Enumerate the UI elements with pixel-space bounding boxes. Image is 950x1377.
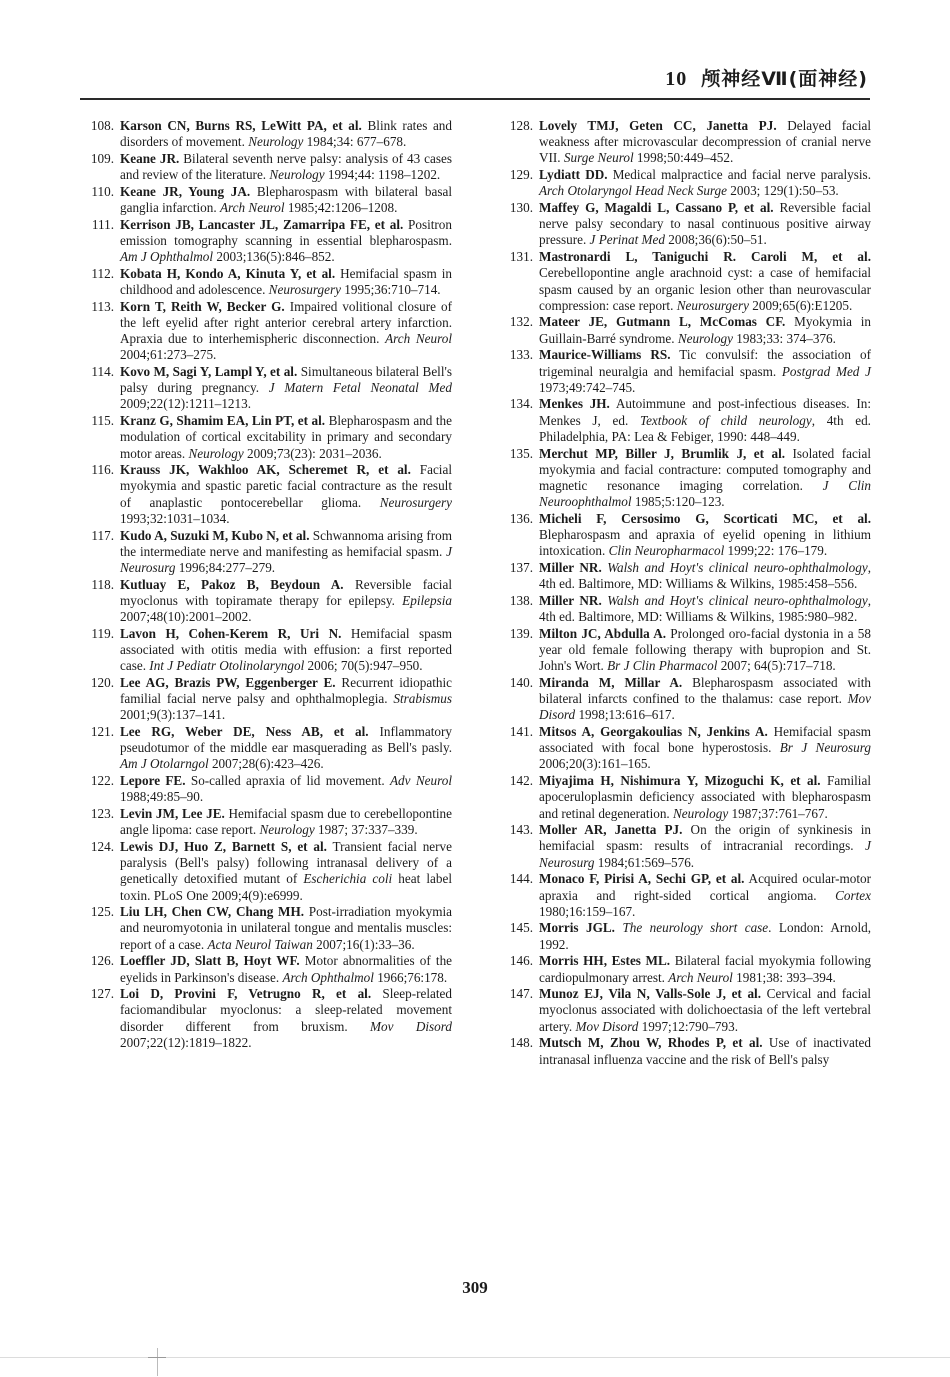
reference-journal: Neurology <box>673 805 729 821</box>
reference-title: Blink rates and disorders of movement. <box>120 118 452 150</box>
reference-journal: Epilepsia <box>402 592 452 608</box>
reference-entry <box>499 593 871 625</box>
reference-entry <box>80 904 452 953</box>
reference-entry <box>80 986 452 1051</box>
reference-journal: Cortex <box>835 887 871 903</box>
reference-journal: Neurology <box>248 134 304 150</box>
reference-number: 114. <box>91 364 114 380</box>
reference-text <box>120 299 452 364</box>
reference-text <box>120 151 452 183</box>
reference-title: Familial apoceruloplasmin deficiency associated with blepharospasm and retinal degeneration. <box>539 773 871 821</box>
reference-authors: Moller AR, Janetta PJ. <box>539 822 683 838</box>
reference-text <box>120 773 452 805</box>
reference-text <box>539 347 871 396</box>
reference-entry <box>80 462 452 527</box>
reference-journal: Arch Neurol <box>385 331 452 347</box>
reference-entry <box>499 920 871 952</box>
reference-journal: Surge Neurol <box>563 150 634 166</box>
reference-entry <box>80 118 452 150</box>
reference-number: 117. <box>91 527 114 543</box>
reference-title: Use of inactivated intranasal influenza vaccine and the risk of Bell's palsy <box>539 1035 871 1067</box>
reference-title: Medical malpractice and facial nerve paralysis. <box>607 167 871 183</box>
reference-text <box>539 249 871 314</box>
reference-entry <box>499 314 871 346</box>
reference-entry <box>80 528 452 577</box>
chapter-title: 颅神经Ⅶ(面神经) <box>701 68 868 90</box>
reference-journal: Neurosurgery <box>268 282 341 298</box>
reference-number: 134. <box>509 396 533 412</box>
reference-number: 133. <box>509 347 533 363</box>
reference-citation: 2007; 64(5):717–718. <box>717 658 836 674</box>
reference-citation: 2007;28(6):423–426. <box>208 756 324 772</box>
reference-entry <box>499 675 871 724</box>
reference-title: Isolated facial myokymia and facial contracture: computed tomography and magnetic resonance imaging correlation. <box>539 445 871 493</box>
reference-text <box>539 118 871 167</box>
reference-text <box>539 986 871 1035</box>
reference-journal: Am J Otolarngol <box>120 756 209 772</box>
reference-entry <box>499 626 871 675</box>
reference-number: 135. <box>509 445 533 461</box>
reference-citation: 1999;22: 176–179. <box>724 543 828 559</box>
reference-number: 140. <box>509 674 533 690</box>
reference-title: Impaired volitional closure of the left eyelid after right anterior cerebral artery infarction. Apraxia due to interhemispheric disconnection. <box>120 298 452 347</box>
reference-journal: Walsh and Hoyt's clinical neuro-ophthalmology <box>607 592 868 608</box>
reference-title: Hemifacial spasm in childhood and adolescence. <box>120 265 452 298</box>
reference-title: Myokymia in Guillain-Barré syndrome. <box>539 314 871 346</box>
reference-citation: 1966;76:178. <box>373 969 448 985</box>
reference-authors: Loeffler JD, Slatt B, Hoyt WF. <box>120 953 300 969</box>
reference-citation: 1998;50:449–452. <box>633 150 734 166</box>
reference-journal: Arch Neurol <box>219 200 285 216</box>
reference-citation: , 4th ed. Baltimore, MD: Williams & Wilkins, 1985:458–556. <box>539 559 871 592</box>
reference-number: 138. <box>509 592 533 608</box>
reference-citation: heat label toxin. PLoS One 2009;4(9):e6999. <box>120 871 452 903</box>
reference-journal: Strabismus <box>393 691 452 707</box>
reference-text <box>120 577 452 626</box>
reference-title: Blepharospasm and apraxia of eyelid opening in lithium intoxication. <box>539 527 871 559</box>
reference-title: Autoimmune and post-infectious diseases. In: Menkes J, ed. <box>539 396 871 428</box>
reference-entry <box>80 724 452 773</box>
reference-authors: Lydiatt DD. <box>539 167 608 183</box>
reference-journal: Br J Neurosurg <box>779 740 871 756</box>
reference-authors: Munoz EJ, Vila N, Valls-Sole J, et al. <box>539 986 762 1002</box>
reference-title: Reversible facial nerve palsy secondary to nasal continuous positive airway pressure. <box>539 200 871 248</box>
reference-entry <box>80 266 452 298</box>
reference-citation: 1984;34: 677–678. <box>303 134 407 150</box>
reference-authors: Kutluay E, Pakoz B, Beydoun A. <box>120 576 344 592</box>
reference-authors: Miller NR. <box>539 592 602 608</box>
reference-journal: Am J Ophthalmol <box>120 249 214 265</box>
reference-authors: Mutsch M, Zhou W, Rhodes P, et al. <box>539 1035 763 1051</box>
reference-journal: Neurology <box>269 167 325 183</box>
reference-text <box>539 871 871 920</box>
reference-text <box>120 364 452 413</box>
reference-entry <box>80 151 452 183</box>
reference-text <box>120 118 452 150</box>
reference-text <box>120 839 452 904</box>
reference-text <box>539 167 871 199</box>
reference-number: 112. <box>91 265 114 281</box>
references-right-column <box>499 118 871 1068</box>
reference-text <box>120 626 452 675</box>
reference-text <box>539 920 871 952</box>
reference-number: 122. <box>90 773 114 789</box>
reference-citation: 1995;36:710–714. <box>340 282 441 298</box>
reference-citation: 1996;84:277–279. <box>175 559 276 575</box>
reference-entry <box>499 347 871 396</box>
reference-title: Acquired ocular-motor apraxia and right-sided cortical angioma. <box>539 871 871 903</box>
reference-authors: Mitsos A, Georgakoulias N, Jenkins A. <box>539 724 768 740</box>
reference-journal: J Clin Neuroophthalmol <box>539 477 871 510</box>
reference-number: 136. <box>509 510 533 526</box>
reference-text <box>120 217 452 266</box>
reference-authors: Kovo M, Sagi Y, Lampl Y, et al. <box>120 364 298 380</box>
reference-entry <box>80 806 452 838</box>
reference-entry <box>80 217 452 266</box>
reference-authors: Liu LH, Chen CW, Chang MH. <box>120 904 305 920</box>
reference-journal: Arch Otolaryngol Head Neck Surge <box>539 183 727 199</box>
reference-number: 125. <box>90 904 114 920</box>
reference-authors: Menkes JH. <box>539 396 610 412</box>
reference-number: 109. <box>90 150 114 166</box>
reference-title: Cerebellopontine angle arachnoid cyst: a case of hemifacial spasm caused by an organic lesion other than neurovascular compression: case report. <box>539 265 871 313</box>
chapter-number: 10 <box>665 68 688 90</box>
reference-text <box>539 675 871 724</box>
reference-journal: Adv Neurol <box>390 773 452 789</box>
reference-journal: Escherichia coli <box>303 871 393 887</box>
reference-text <box>120 904 452 953</box>
footer-crop-mark <box>157 1348 158 1376</box>
reference-citation: 2007;48(10):2001–2002. <box>120 609 252 625</box>
reference-text <box>539 773 871 822</box>
reference-authors: Miranda M, Millar A. <box>539 674 683 690</box>
reference-number: 124. <box>90 838 114 854</box>
reference-title: Hemifacial spasm associated with focal bone hyperostosis. <box>539 724 871 756</box>
reference-authors: Mateer JE, Gutmann L, McComas CF. <box>539 314 786 330</box>
page-number: 309 <box>462 1278 488 1297</box>
reference-entry <box>80 773 452 805</box>
reference-text <box>120 528 452 577</box>
reference-authors: Mastronardi L, Taniguchi R. Caroli M, et al. <box>539 249 871 265</box>
reference-title: Cervical and facial myoclonus associated with dolichoectasia of the left vertebral artery. <box>539 986 871 1034</box>
reference-title: Hemifacial spasm due to cerebellopontine angle lipoma: case report. <box>120 806 452 838</box>
reference-authors: Miller NR. <box>539 559 602 575</box>
reference-entry <box>499 249 871 314</box>
reference-number: 126. <box>90 953 114 969</box>
reference-text <box>539 560 871 592</box>
reference-number: 111. <box>91 216 114 232</box>
reference-text <box>539 200 871 249</box>
reference-journal: Postgrad Med J <box>781 363 871 379</box>
reference-number: 143. <box>509 822 533 838</box>
reference-number: 108. <box>90 118 114 133</box>
reference-title: Prolonged oro-facial dystonia in a 58 year old female following therapy with bupropion and St. John's Wort. <box>539 625 871 674</box>
reference-journal: J Matern Fetal Neonatal Med <box>268 380 452 396</box>
reference-authors: Loi D, Provini F, Vetrugno R, et al. <box>120 986 372 1002</box>
reference-title: Blepharospasm and the modulation of cortical excitability in primary and secondary motor areas. <box>120 413 452 461</box>
reference-entry <box>80 364 452 413</box>
reference-authors: Maurice-Williams RS. <box>539 347 671 363</box>
reference-citation: 2006;20(3):161–165. <box>539 756 651 772</box>
reference-number: 118. <box>91 576 114 592</box>
reference-authors: Lewis DJ, Huo Z, Barnett S, et al. <box>120 838 327 854</box>
reference-number: 132. <box>509 314 533 330</box>
reference-number: 146. <box>509 953 533 969</box>
reference-citation: 1998;13:616–617. <box>575 707 675 723</box>
reference-citation: 2009;65(6):E1205. <box>748 297 853 313</box>
reference-entry <box>499 167 871 199</box>
reference-text <box>539 593 871 625</box>
reference-journal: Neurosurgery <box>676 297 749 313</box>
reference-number: 113. <box>91 298 114 314</box>
reference-entry <box>80 413 452 462</box>
reference-text <box>120 724 452 773</box>
reference-title: So-called apraxia of lid movement. <box>185 773 390 789</box>
reference-number: 131. <box>509 249 533 265</box>
reference-citation: 1987; 37:337–339. <box>314 822 418 838</box>
reference-journal: J Neurosurg <box>120 543 452 575</box>
reference-entry <box>80 184 452 216</box>
reference-title: Delayed facial weakness after microvascular decompression of cranial nerve VII. <box>539 118 871 166</box>
reference-citation: 2008;36(6):50–51. <box>664 232 767 248</box>
reference-title: Blepharospasm associated with bilateral infarcts confined to the thalamus: case report. <box>539 674 871 707</box>
reference-journal: Br J Clin Pharmacol <box>607 658 718 674</box>
running-header <box>0 64 868 91</box>
reference-authors: Keane JR, Young JA. <box>120 183 251 199</box>
reference-title: Reversible facial myoclonus with topiramate therapy for epilepsy. <box>120 576 452 608</box>
reference-citation: 1984;61:569–576. <box>594 854 695 870</box>
reference-authors: Maffey G, Magaldi L, Cassano P, et al. <box>539 200 774 216</box>
reference-entry <box>499 560 871 592</box>
reference-number: 121. <box>90 724 114 740</box>
reference-title: Motor abnormalities of the eyelids in Parkinson's disease. <box>120 953 453 985</box>
reference-journal: J Neurosurg <box>539 838 871 870</box>
reference-citation: 1988;49:85–90. <box>120 789 204 805</box>
reference-number: 148. <box>509 1035 533 1051</box>
reference-text <box>120 184 452 216</box>
reference-entry <box>80 953 452 985</box>
reference-citation: 2003;136(5):846–852. <box>213 249 335 265</box>
reference-entry <box>499 200 871 249</box>
reference-authors: Krauss JK, Wakhloo AK, Scheremet R, et al. <box>120 462 411 478</box>
reference-citation: 1973;49:742–745. <box>539 379 636 395</box>
reference-citation: 1980;16:159–167. <box>539 903 636 919</box>
reference-journal: Mov Disord <box>575 1018 639 1034</box>
reference-entry <box>80 577 452 626</box>
reference-title: Sleep-related faciomandibular myoclonus: a sleep-related movement disorder different from bruxism. <box>120 986 452 1034</box>
reference-entry <box>499 953 871 985</box>
reference-title: Bilateral seventh nerve palsy: analysis of 43 cases and review of the literature. <box>120 150 452 183</box>
reference-title: Inflammatory pseudotumor of the middle ear masquerading as Bell's pasly. <box>120 724 452 756</box>
reference-authors: Morris JGL. <box>539 920 615 936</box>
reference-citation: 2007;16(1):33–36. <box>312 936 415 952</box>
reference-authors: Karson CN, Burns RS, LeWitt PA, et al. <box>120 118 362 133</box>
reference-citation: 1994;44: 1198–1202. <box>324 167 441 183</box>
reference-title: Schwannoma arising from the intermediate nerve and manifesting as hemifacial spasm. <box>120 527 452 559</box>
reference-journal: Neurology <box>259 822 315 838</box>
reference-number: 116. <box>91 462 114 478</box>
reference-entry <box>499 1035 871 1067</box>
reference-number: 147. <box>509 986 533 1002</box>
reference-journal: Neurology <box>188 445 244 461</box>
reference-citation: , 4th ed. Baltimore, MD: Williams & Wilkins, 1985:980–982. <box>539 592 871 625</box>
reference-authors: Kobata H, Kondo A, Kinuta Y, et al. <box>120 265 336 281</box>
reference-journal: Mov Disord <box>539 691 871 723</box>
reference-entry <box>80 675 452 724</box>
reference-citation: 2001;9(3):137–141. <box>120 707 226 723</box>
reference-text <box>539 626 871 675</box>
reference-entry <box>499 773 871 822</box>
reference-title: Transient facial nerve paralysis (Bell's palsy) following intranasal delivery of a genetically detoxified mutant of <box>120 838 452 887</box>
reference-citation: . London: Arnold, 1992. <box>539 920 872 952</box>
reference-journal: Neurosurgery <box>379 494 452 510</box>
reference-citation: 2007;22(12):1819–1822. <box>120 1034 252 1050</box>
reference-citation: 1997;12:790–793. <box>638 1018 739 1034</box>
reference-authors: Kranz G, Shamim EA, Lin PT, et al. <box>120 413 326 429</box>
reference-text <box>120 953 452 985</box>
reference-number: 123. <box>90 806 114 822</box>
reference-entry <box>499 446 871 511</box>
reference-number: 137. <box>509 559 533 575</box>
reference-text <box>539 724 871 773</box>
reference-text <box>539 1035 871 1067</box>
reference-citation: 1987;37:761–767. <box>728 805 828 821</box>
reference-title: Recurrent idiopathic familial facial nerve palsy and ophthalmoplegia. <box>120 674 452 707</box>
reference-number: 144. <box>509 871 533 887</box>
reference-number: 142. <box>509 773 533 789</box>
reference-journal: J Perinat Med <box>589 232 665 248</box>
reference-authors: Keane JR. <box>120 150 180 166</box>
reference-text <box>539 446 871 511</box>
reference-title: Simultaneous bilateral Bell's palsy during pregnancy. <box>120 364 453 396</box>
header-rule <box>80 98 870 100</box>
reference-entry <box>499 986 871 1035</box>
reference-journal: Acta Neurol Taiwan <box>207 936 313 952</box>
reference-text <box>539 396 871 445</box>
reference-number: 127. <box>90 986 114 1002</box>
reference-title: Facial myokymia and spastic paretic facial contracture as the result of anaplastic pontocerebellar glioma. <box>120 462 452 510</box>
reference-citation: 2009;73(23): 2031–2036. <box>243 445 382 461</box>
reference-journal: Clin Neuropharmacol <box>608 543 725 559</box>
reference-citation: 1983;33: 374–376. <box>733 330 836 346</box>
reference-citation: 1985;42:1206–1208. <box>284 200 398 216</box>
reference-number: 145. <box>509 920 533 936</box>
reference-authors: Lavon H, Cohen-Kerem R, Uri N. <box>120 625 342 641</box>
reference-authors: Korn T, Reith W, Becker G. <box>120 298 285 314</box>
reference-authors: Micheli F, Cersosimo G, Scorticati MC, et al. <box>539 510 871 526</box>
reference-number: 130. <box>509 200 533 216</box>
reference-authors: Lee RG, Weber DE, Ness AB, et al. <box>120 724 369 740</box>
reference-journal: Neurology <box>677 330 733 346</box>
reference-number: 139. <box>509 625 533 641</box>
reference-entry <box>499 511 871 560</box>
footer-crop-dash <box>148 1357 166 1358</box>
references-left-column <box>80 118 452 1052</box>
reference-authors: Morris HH, Estes ML. <box>539 953 671 969</box>
reference-number: 110. <box>91 183 114 199</box>
reference-title: Bilateral facial myokymia following cardiopulmonary arrest. <box>539 953 872 985</box>
reference-text <box>539 953 871 985</box>
reference-authors: Lee AG, Brazis PW, Eggenberger E. <box>120 674 336 690</box>
reference-authors: Milton JC, Abdulla A. <box>539 625 667 641</box>
reference-title: Tic convulsif: the association of trigeminal neuralgia and hemifacial spasm. <box>539 347 871 379</box>
reference-entry <box>499 396 871 445</box>
reference-text <box>539 511 871 560</box>
reference-entry <box>499 871 871 920</box>
footer-rule <box>0 1357 950 1358</box>
reference-authors: Lepore FE. <box>120 773 186 789</box>
reference-citation: 2004;61:273–275. <box>120 347 217 363</box>
reference-authors: Miyajima H, Nishimura Y, Mizoguchi K, et al. <box>539 773 821 789</box>
reference-authors: Kudo A, Suzuki M, Kubo N, et al. <box>120 527 310 543</box>
reference-authors: Kerrison JB, Lancaster JL, Zamarripa FE, et al. <box>120 216 404 232</box>
reference-journal: Int J Pediatr Otolinolaryngol <box>149 658 305 674</box>
reference-citation: 2003; 129(1):50–53. <box>727 183 839 199</box>
reference-entry <box>499 118 871 167</box>
reference-authors: Lovely TMJ, Geten CC, Janetta PJ. <box>539 118 777 133</box>
reference-journal: The neurology short case <box>622 920 769 936</box>
reference-entry <box>499 822 871 871</box>
reference-title: Blepharospasm with bilateral basal ganglia infarction. <box>120 183 452 216</box>
reference-authors: Monaco F, Pirisi A, Sechi GP, et al. <box>539 871 745 887</box>
reference-journal: Arch Ophthalmol <box>282 969 374 985</box>
reference-entry <box>499 724 871 773</box>
reference-citation: 2006; 70(5):947–950. <box>304 658 423 674</box>
reference-entry <box>80 626 452 675</box>
reference-title: Post-irradiation myokymia and neuromyotonia in unilateral tongue and mentalis muscles: report of a case. <box>120 904 452 952</box>
reference-entry <box>80 299 452 364</box>
reference-number: 120. <box>90 674 114 690</box>
reference-number: 141. <box>509 724 533 740</box>
reference-journal: Textbook of child neurology <box>639 412 812 428</box>
reference-authors: Merchut MP, Biller J, Brumlik J, et al. <box>539 445 786 461</box>
reference-number: 129. <box>509 167 533 183</box>
reference-text <box>539 822 871 871</box>
reference-authors: Levin JM, Lee JE. <box>120 806 225 822</box>
reference-title: Positron emission tomography scanning in essential blepharospasm. <box>120 216 452 248</box>
reference-citation: , 4th ed. Philadelphia, PA: Lea & Febiger, 1990: 448–449. <box>539 412 871 444</box>
reference-text <box>120 413 452 462</box>
reference-citation: 1993;32:1031–1034. <box>120 510 230 526</box>
reference-title: On the origin of synkinesis in hemifacial spasm: results of intracranial recordings. <box>539 822 871 854</box>
reference-citation: 1985;5:120–123. <box>631 494 725 510</box>
reference-number: 115. <box>91 413 114 429</box>
reference-text <box>120 806 452 838</box>
reference-citation: 2009;22(12):1211–1213. <box>120 396 252 412</box>
reference-text <box>539 314 871 346</box>
reference-journal: Walsh and Hoyt's clinical neuro-ophthalmology <box>607 559 868 575</box>
reference-title: Hemifacial spasm associated with otitis media with effusion: a first reported case. <box>120 625 452 674</box>
reference-text <box>120 462 452 527</box>
reference-entry <box>80 839 452 904</box>
reference-number: 128. <box>509 118 533 133</box>
reference-number: 119. <box>91 625 114 641</box>
reference-journal: Arch Neurol <box>668 969 733 985</box>
reference-citation: 1981;38: 393–394. <box>732 969 836 985</box>
reference-journal: Mov Disord <box>370 1018 452 1034</box>
reference-text <box>120 675 452 724</box>
reference-text <box>120 986 452 1051</box>
reference-text <box>120 266 452 298</box>
